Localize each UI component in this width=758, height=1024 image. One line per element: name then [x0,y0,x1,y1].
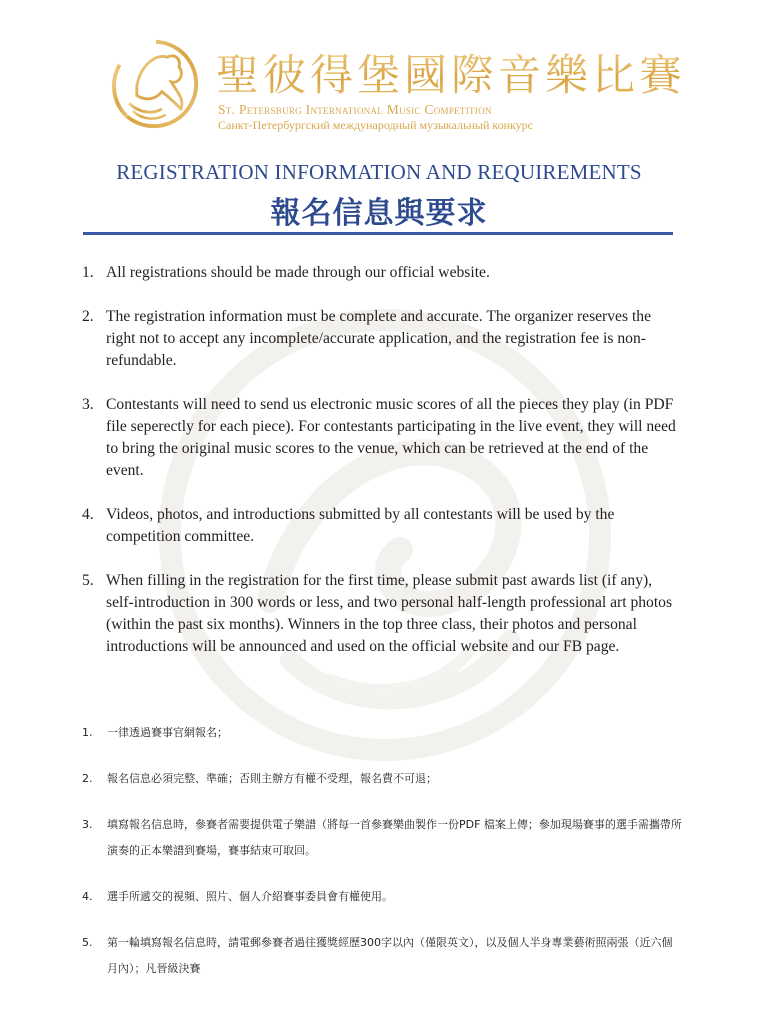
list-item-text: Videos, photos, and introductions submitted by all contestants will be used by the competition committee. [106,506,615,545]
page-title-english: REGISTRATION INFORMATION AND REQUIREMENTS [116,160,642,184]
list-item-number: 5. [82,936,93,949]
brand-name-chinese: 聖彼得堡國際音樂比賽 [216,42,686,103]
page-title-chinese: 報名信息與要求 [270,196,488,231]
list-item [82,504,682,548]
list-item [82,766,682,792]
list-item-text: The registration information must be complete and accurate. The organizer reserves the right not to accept any incomplete/accurate application, and the registration fee is non-refundable. [106,308,651,369]
list-item-text: When filling in the registration for the first time, please submit past awards list (if any), self-introduction in 300 words or less, and two personal half-length professional art photos (within the past six months). Winners in the top three class, their photos and personal introductions will be announced and used on the official website and our FB page. [106,572,673,655]
list-item [82,262,682,284]
list-item [82,306,682,372]
list-item-number: 4. [82,890,93,903]
list-item [82,394,682,482]
list-item-text: 報名信息必須完整、準確；否則主辦方有權不受理，報名費不可退； [107,772,437,785]
golden-horse-emblem-icon [108,36,204,132]
list-item-text: 填寫報名信息時，參賽者需要提供電子樂譜（將每一首參賽樂曲製作一份PDF 檔案上傳；參加現場賽事的選手需攜帶所演奏的正本樂譜到賽場，賽事結束可取回。 [107,818,682,857]
list-item [82,570,682,658]
list-item-number: 1. [82,726,93,739]
brand-name-russian: Санкт-Петербургский международный музыкальный конкурс [218,118,533,132]
list-item-number: 3. [82,396,94,413]
brand-name-english: St. Petersburg International Music Competition [218,102,492,117]
title-divider [83,232,673,235]
list-item-number: 1. [82,264,94,281]
list-item-number: 2. [82,308,94,325]
list-item-text: 選手所遞交的視頻、照片、個人介紹賽事委員會有權使用。 [107,890,393,903]
chinese-requirements-list [82,720,682,982]
list-item-text: 第一輪填寫報名信息時，請電郵參賽者過往獲獎經歷300字以內（僅限英文），以及個人半身專業藝術照兩張（近六個月內）；凡晉級決賽 [107,936,673,975]
list-item-text: 一律透過賽事官網報名； [107,726,228,739]
list-item-number: 3. [82,818,93,831]
english-requirements-list [82,262,682,680]
list-item-number: 4. [82,506,94,523]
brand-header [108,36,686,136]
list-item-text: All registrations should be made through our official website. [106,264,490,281]
list-item-number: 5. [82,572,94,589]
list-item [82,720,682,746]
list-item-text: Contestants will need to send us electronic music scores of all the pieces they play (in PDF file seperectly for each piece). For contestants participating in the live event, they will need to bring the original music scores to the venue, which can be retrieved at the end of the event. [106,396,676,479]
list-item [82,930,682,982]
list-item-number: 2. [82,772,93,785]
list-item [82,812,682,864]
list-item [82,884,682,910]
